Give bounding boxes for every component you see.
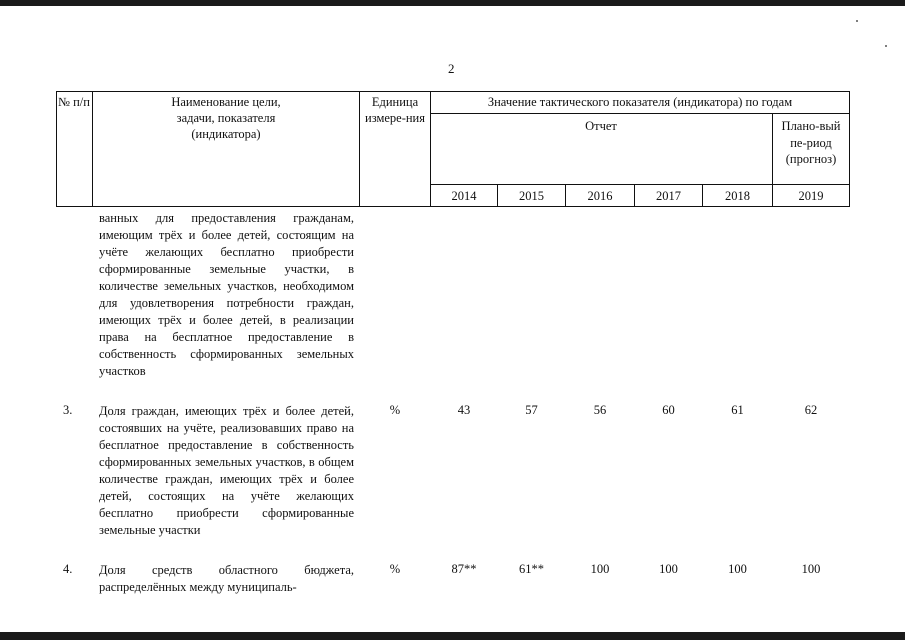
- row-name: Доля граждан, имеющих трёх и более детей, состоявших на учёте, реализовавших право на бесплатное предоставление в собственность сформированных земельных участков, в общем количестве граждан, имеющих трёх и более детей, состоящих на учёте желающих бесплатно приобрести сформированные земельные участки: [99, 404, 354, 537]
- header-num: № п/п: [58, 95, 90, 109]
- scan-bottom-border: [0, 632, 905, 640]
- value-2016: 100: [590, 562, 610, 576]
- year-2018: 2018: [725, 189, 750, 203]
- value-2018: 100: [728, 562, 747, 576]
- value-2017: 100: [659, 562, 678, 576]
- scan-top-border: [0, 0, 905, 6]
- row-unit: %: [389, 403, 401, 417]
- scan-speck: [856, 20, 858, 22]
- value-2019: 62: [804, 403, 818, 417]
- value-2015: 57: [525, 403, 538, 417]
- header-values-group: Значение тактического показателя (индикатора) по годам: [487, 95, 793, 109]
- value-2018: 61: [731, 403, 744, 417]
- row-name: Доля средств областного бюджета, распределённых между муниципаль-: [99, 563, 354, 594]
- row-number: 4.: [63, 562, 73, 576]
- row-number: 3.: [63, 403, 73, 417]
- value-2017: 60: [662, 403, 675, 417]
- row-unit: %: [389, 562, 401, 576]
- value-2016: 56: [593, 403, 607, 417]
- year-2019: 2019: [798, 189, 824, 203]
- header-report: Отчет: [585, 119, 617, 133]
- header-unit: Единица измере-ния: [365, 95, 425, 125]
- value-2019: 100: [801, 562, 821, 576]
- value-2014: 87**: [451, 562, 477, 576]
- year-2017: 2017: [656, 189, 681, 203]
- year-2015: 2015: [519, 189, 544, 203]
- scan-speck: [885, 45, 887, 47]
- year-2016: 2016: [587, 189, 613, 203]
- page-number: 2: [448, 61, 455, 76]
- continuation-text: ванных для предоставления гражданам, имеющим трёх и более детей, состоящим на учёте желающих бесплатно приобрести сформированные земельные участки, в количестве земельных участков, необходимом для удовлетворения потребности граждан, имеющих трёх и более детей, в реализации права на бесплатное предоставление в собственность сформированных земельных участков: [99, 211, 354, 378]
- value-2015: 61**: [519, 562, 544, 576]
- header-plan: Плано-вый пе-риод (прогноз): [781, 119, 841, 166]
- header-name: Наименование цели, задачи, показателя (индикатора): [171, 95, 281, 141]
- year-2014: 2014: [451, 189, 477, 203]
- value-2014: 43: [457, 403, 471, 417]
